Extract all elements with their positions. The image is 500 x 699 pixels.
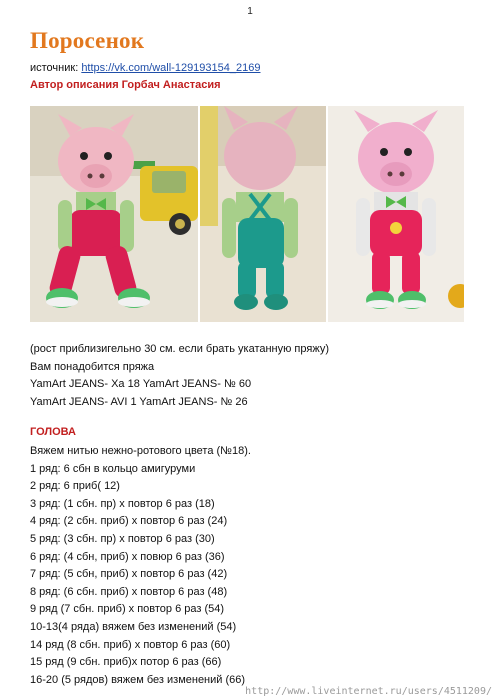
pattern-row: 4 ряд: (2 сбн. приб) х повтор 6 раз (24) [30, 515, 228, 528]
section-title-head: ГОЛОВА [30, 426, 76, 438]
pattern-row: Вяжем нитью нежно-ротового цвета (№18). [30, 445, 251, 457]
pattern-row: 6 ряд: (4 сбн, приб) х повюр 6 раз (36) [30, 550, 225, 563]
pattern-row: 16-20 (5 рядов) вяжем без изменений (66) [30, 673, 246, 686]
pattern-row: 10-13(4 ряда) вяжем без изменений (54) [30, 620, 237, 633]
pig-photo-back-view [200, 106, 326, 322]
pattern-row: 9 ряд (7 сбн. приб) х повтор 6 раз (54) [30, 603, 225, 616]
intro-line: YamArt JEANS- AVI 1 YamArt JEANS- № 26 [30, 395, 248, 408]
intro-line: Вам понадобится пряжа [30, 360, 155, 373]
pattern-row: 8 ряд: (6 сбн. приб) х повтор 6 раз (48) [30, 585, 228, 598]
source-line [30, 62, 260, 74]
pattern-row: 3 ряд: (1 сбн. пр) х повтор 6 раз (18) [30, 497, 215, 510]
source-label: источник: [30, 62, 82, 74]
author-line: Автор описания Горбач Анастасия [30, 79, 221, 91]
pattern-row: 14 ряд (8 сбн. приб) х повтор 6 раз (60) [30, 638, 231, 651]
pattern-row: 5 ряд: (3 сбн. пр) х повтор 6 раз (30) [30, 532, 215, 545]
watermark-url: http://www.liveinternet.ru/users/4511209/ [245, 686, 492, 697]
pattern-row: 1 ряд: 6 сбн в кольцо амигуруми [30, 462, 196, 475]
page-number: 1 [247, 6, 253, 17]
page-title: Поросенок [30, 28, 145, 53]
pig-photo-front-truck [30, 106, 198, 322]
pattern-rows [30, 443, 251, 689]
intro-line: (рост приблизигельно 30 см. если брать укатанную пряжу) [30, 343, 329, 355]
intro-line: YamArt JEANS- Ха 18 YamArt JEANS- № 60 [30, 378, 252, 391]
intro-block [30, 341, 329, 411]
pattern-row: 7 ряд: (5 сбн, приб) х повтор 6 раз (42) [30, 568, 228, 581]
photo-strip [30, 106, 464, 322]
pattern-row: 2 ряд: 6 приб( 12) [30, 480, 120, 493]
pig-photo-standing [328, 106, 464, 322]
source-link[interactable]: https://vk.com/wall-129193154_2169 [81, 62, 261, 74]
pattern-row: 15 ряд (9 сбн. приб)х потор 6 раз (66) [30, 656, 222, 669]
